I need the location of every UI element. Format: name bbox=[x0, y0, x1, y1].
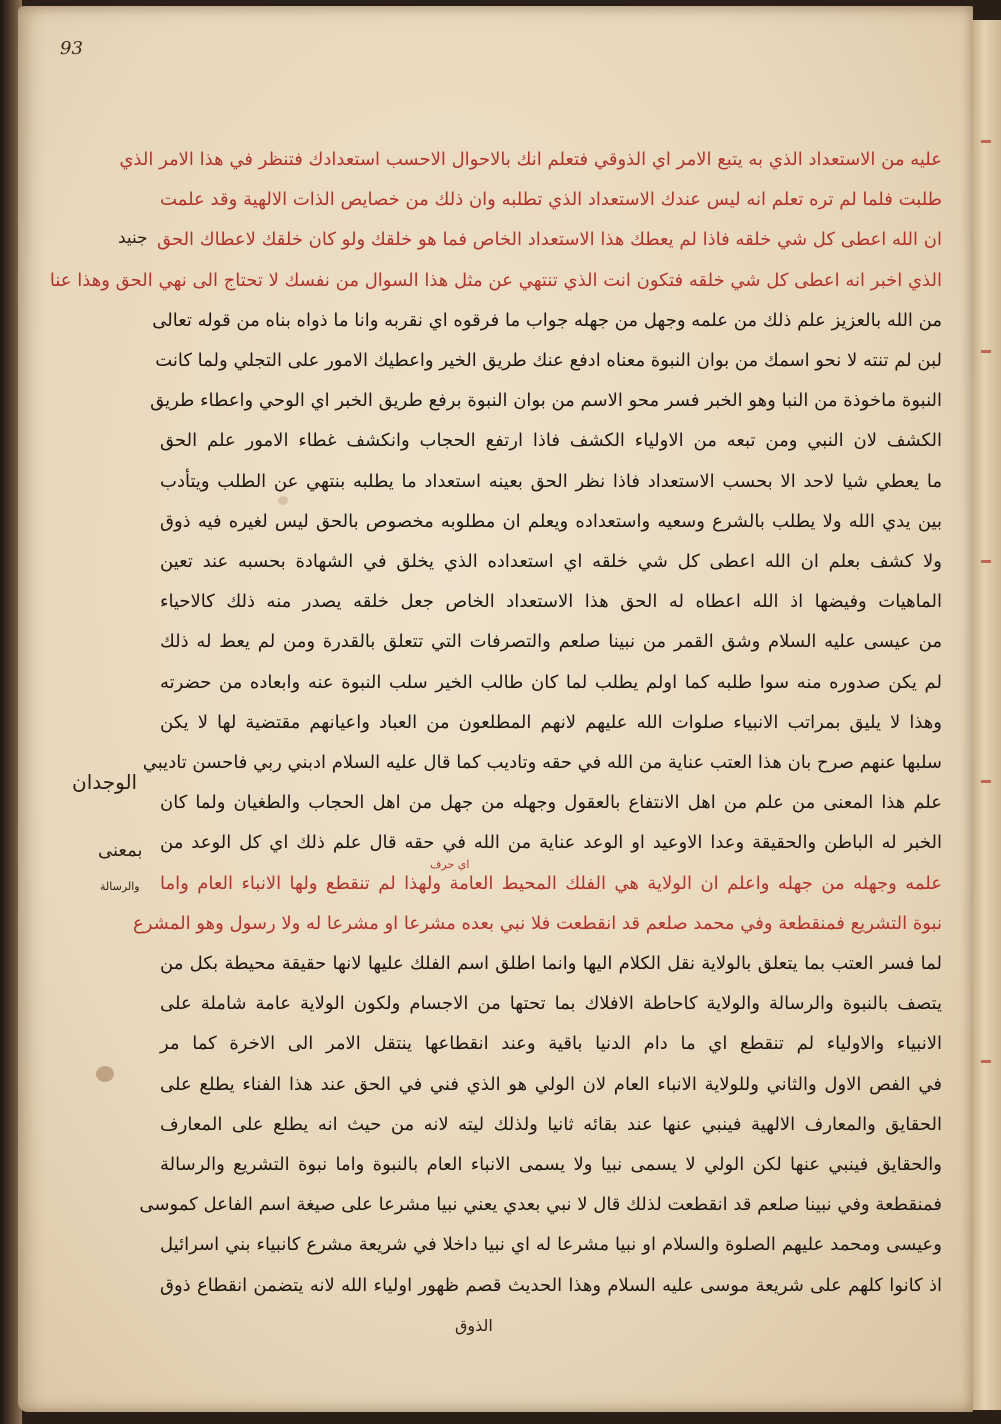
text-line: فمنقطعة وفي نبينا صلعم قد انقطعت لذلك قال لا نبي بعدي يعني نبيا مشرعا على صيغة اسم الفاعل كموسى bbox=[139, 1194, 942, 1216]
margin-note-risala: والرسالة bbox=[100, 880, 140, 893]
margin-note-harf: اي حرف bbox=[430, 858, 470, 871]
text-line: طلبت فلما لم تره تعلم انه ليس عندك الاستعداد الذي تطلبه وان ذلك من خصايص الذات الالهية وقد علمت bbox=[160, 189, 942, 211]
text-line: في الفص الاول والثاني وللولاية الانباء العام لان الولي هو الذي فني في الحق عند هذا الفناء يطلع على bbox=[160, 1073, 942, 1095]
text-line: والحقايق فينبي عنها لكن الولي لا يسمى نبيا ولا يسمى الانباء العام بالنبوة واما نبوة التشريع والرسالة bbox=[160, 1154, 942, 1175]
text-line: الذي اخبر انه اعطى كل شي خلقه فتكون انت الذي تنتهي عن مثل هذا السوال من نفسك لا تحتاج الى نهي الحق وهذا عنا bbox=[49, 269, 942, 291]
text-line: بين يدي الله ولا يطلب بالشرع وسعيه واستعداده ويعلم ان مطلوبه مخصوص بالحق ليس لغيره فيه ذوق bbox=[160, 510, 942, 532]
red-mark bbox=[981, 560, 991, 563]
margin-note-wijdan: الوجدان bbox=[72, 770, 138, 794]
text-line: الكشف لان النبي ومن تبعه من الاولياء الكشف فاذا ارتفع الحجاب وانكشف غطاء الامور علم الحق bbox=[160, 430, 942, 452]
text-line: ما يعطي شيا لاحد الا بحسب الاستعداد فاذا نظر الحق بعينه استعداد ما يطلبه بنتهي عن الطلب ويتأدب bbox=[160, 470, 942, 492]
red-mark bbox=[981, 140, 991, 143]
text-line: الخبر له الباطن والحقيقة وعدا الاوعيد او الوعد عناية من الله في حقه قال علم ذلك اي كل الوعد من bbox=[160, 832, 942, 854]
ink-stain bbox=[96, 1066, 114, 1082]
text-line: ولا كشف بعلم ان الله اعطى كل شي خلقه اي استعداده الذي يخلق في الشهادة بحسبه عند تعين bbox=[160, 551, 942, 572]
text-line: النبوة ماخوذة من النبا وهو الخبر فسر محو الاسم من بوان النبوة برفع طريق الخبر اي الوحي واعطاء طريق bbox=[150, 390, 942, 412]
text-line: لبن لم تنته لا نحو اسمك من بوان النبوة معناه ادفع عنك طريق الخير واعطيك الامور على التجلي ولما كانت bbox=[155, 350, 942, 371]
folio-number: 93 bbox=[60, 38, 83, 59]
catchword: الذوق bbox=[455, 1316, 493, 1335]
text-line: سلبها عنهم صرح بان هذا العتب عناية من الله في حقه وتاديب كما قال عليه السلام ادبني ربي فاحسن تاديبي bbox=[142, 752, 942, 773]
text-line: نبوة التشريع فمنقطعة وفي محمد صلعم قد انقطعت فلا نبي بعده مشرعا او مشرعا له ولا رسول وهو المشرع bbox=[132, 912, 942, 934]
text-line: وهذا لا يليق بمراتب الانبياء صلوات الله عليهم لانهم المطلعون من العباد واعيانهم مقتضية لها لا يكن bbox=[160, 711, 942, 733]
text-line: الانبياء والاولياء لم تنقطع اي ما دام الدنيا باقية وعند انقطاعها ينتقل الامر الى الاخرة كما مر bbox=[160, 1033, 942, 1055]
text-line: من عيسى عليه السلام وشق القمر من نبينا صلعم والتصرفات التي تتعلق بالقدرة ومن لم يعط له ذلك bbox=[160, 631, 942, 653]
text-line: وعيسى ومحمد عليهم الصلوة والسلام او نبيا مشرعا له اي نبيا داخلا في شريعة مشرع كانبياء بني اسرائيل bbox=[160, 1234, 942, 1256]
text-line: لما فسر العتب بما يتعلق بالولاية نقل الكلام اليها وانما اطلق اسم الفلك عليها لانها حقيقة محيطة بكل من bbox=[160, 953, 942, 974]
text-line: لم يكن صدوره منه سوا طلبه كما اولم يطلب لما كان طالب الخير سلب النبوة عنه وابعاده من حضرته bbox=[160, 671, 942, 693]
adjacent-page-edge bbox=[972, 20, 1001, 1410]
margin-note-bimana: بمعنى bbox=[98, 840, 143, 861]
red-mark bbox=[981, 350, 991, 353]
text-line: اذ كانوا كلهم على شريعة موسى عليه السلام وهذا الحديث قصم ظهور اولياء الله لانه يتضمن انقطاع ذوق bbox=[160, 1274, 942, 1296]
red-mark bbox=[981, 1060, 991, 1063]
red-mark bbox=[981, 780, 991, 783]
text-line: يتصف بالنبوة والرسالة والولاية كاحاطة الافلاك بما تحتها من الاجسام ولكون الولاية عامة شاملة على bbox=[160, 993, 942, 1015]
margin-note-junayd: جنيد bbox=[118, 228, 148, 248]
text-line: علم هذا المعنى من علم من اهل الانتفاع بالعقول وجهله من جهل من اهل الحجاب والطغيان ولما كان bbox=[160, 792, 942, 814]
text-line: الماهيات وفيضها اذ الله اعطاه له الحق هذا الاستعداد الخاص جعل خلقه يصدر منه ذلك كالاحياء bbox=[160, 591, 942, 613]
text-line: علمه وجهله من جهله واعلم ان الولاية هي الفلك المحيط العامة ولهذا لم تنقطع ولها الانباء العام واما bbox=[160, 872, 942, 894]
text-line: الحقايق والمعارف الالهية فينبي عنها عند بقائه ثانيا ولذلك ليته لانه من حيث انه يطلع على المعارف bbox=[160, 1113, 942, 1135]
text-line: ان الله اعطى كل شي خلقه فاذا لم يعطك هذا الاستعداد الخاص فما هو خلقك ولو كان خلقك لاعطاك الحق bbox=[156, 229, 942, 251]
text-line: عليه من الاستعداد الذي به يتبع الامر اي الذوقي فتعلم انك بالاحوال الاحسب استعدادك فتنظر في هذا الامر الذي bbox=[119, 149, 942, 170]
text-line: من الله بالعزيز علم ذلك من علمه وجهل من جهله جواب ما فرقوه اي نقربه وانا ما ذواه بناه من قوله تعالى bbox=[152, 309, 942, 331]
